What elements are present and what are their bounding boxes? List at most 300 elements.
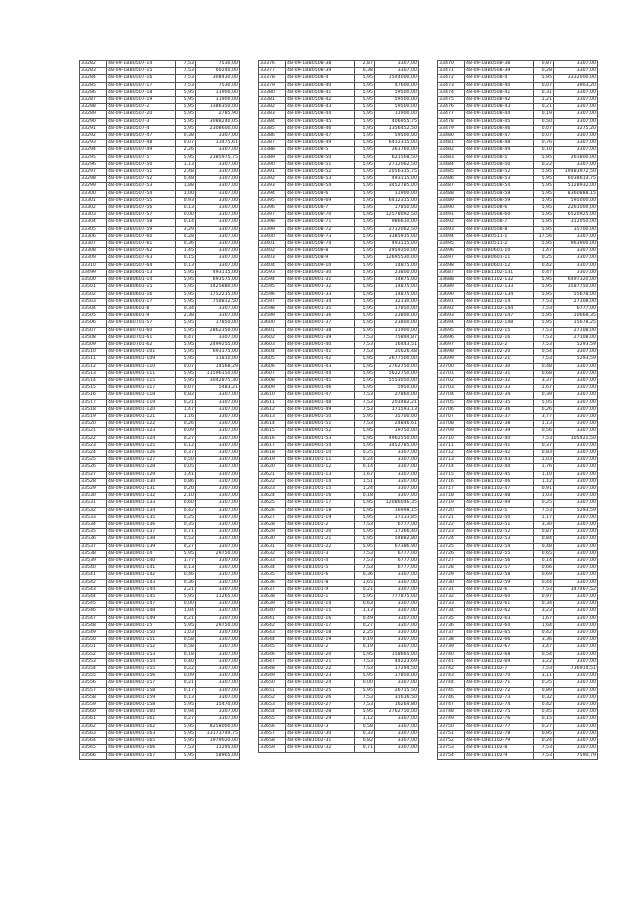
quantity-value: 0,27 [176, 435, 196, 442]
table-row [80, 269, 240, 276]
quantity-value: 0,14 [534, 558, 554, 565]
quantity-value: 7,53 [355, 421, 375, 428]
table-row [438, 392, 598, 399]
item-reference: 48-09-1BB0901-147 [107, 601, 176, 608]
item-reference: 48-09-1BB0901-33 [286, 291, 355, 298]
row-number: 33525 [80, 457, 107, 464]
item-reference: 48-09-1BB0901-123 [107, 428, 176, 435]
item-reference: 48-09-1BB0507-54 [107, 190, 176, 197]
item-reference: 48-09-1BB0508-42 [465, 97, 534, 104]
table-row [259, 284, 419, 291]
row-number: 33378 [259, 75, 286, 82]
table-row [259, 406, 419, 413]
quantity-value: 7,53 [534, 666, 554, 673]
row-number: 33481 [438, 140, 465, 147]
quantity-value: 1,45 [176, 248, 196, 255]
row-number: 33705 [438, 399, 465, 406]
quantity-value: 5,95 [176, 550, 196, 557]
row-number: 33517 [80, 399, 107, 406]
item-reference: 48-09-1BB1102-79 [465, 738, 534, 745]
item-reference: 48-09-1BB0508-54 [465, 183, 534, 190]
item-reference: 48-09-1BB0507-62 [107, 248, 176, 255]
item-reference: 48-09-1BB1001-5 [286, 565, 355, 572]
quantity-value: 0,87 [534, 61, 554, 68]
row-number: 33385 [259, 125, 286, 132]
quantity-value: 5,95 [355, 125, 375, 132]
quantity-value: 7,53 [176, 75, 196, 82]
quantity-value: 0,49 [355, 615, 375, 622]
amount-value: 3307,00 [196, 565, 240, 572]
row-number: 33648 [259, 666, 286, 673]
item-reference: 48-09-1BB0901-122 [107, 421, 176, 428]
amount-value: 2785,90 [196, 111, 240, 118]
amount-value: 6412315,00 [375, 197, 419, 204]
amount-value: 3307,00 [554, 349, 598, 356]
table-row [259, 435, 419, 442]
table-row [438, 630, 598, 637]
row-number: 33595 [259, 284, 286, 291]
row-number: 33546 [80, 608, 107, 615]
quantity-value: 7,53 [355, 702, 375, 709]
quantity-value: 7,53 [534, 305, 554, 312]
table-row [259, 522, 419, 529]
row-number: 33538 [80, 550, 107, 557]
item-reference: 48-09-1BB0901-137 [107, 529, 176, 536]
row-number: 33629 [259, 529, 286, 536]
row-number: 33307 [80, 241, 107, 248]
item-reference: 48-09-1BB0508-38 [286, 61, 355, 68]
quantity-value: 2,87 [355, 61, 375, 68]
row-number: 33473 [438, 82, 465, 89]
item-reference: 48-09-1BB0901-142 [107, 572, 176, 579]
quantity-value: 0,42 [176, 507, 196, 514]
row-number: 33504 [80, 305, 107, 312]
quantity-value: 17,56 [534, 233, 554, 240]
amount-value: 12086046,35 [375, 500, 419, 507]
amount-value: 11900,00 [375, 190, 419, 197]
item-reference: 48-09-1BB0901-138 [107, 536, 176, 543]
row-number: 33618 [259, 449, 286, 456]
amount-value: 5128932,00 [554, 183, 598, 190]
table-row [259, 529, 419, 536]
quantity-value: 5,95 [534, 277, 554, 284]
table-row [438, 594, 598, 601]
row-number: 33632 [259, 550, 286, 557]
quantity-value: 5,95 [355, 183, 375, 190]
table-row [80, 111, 240, 118]
item-reference: 48-09-1BB0508-50 [465, 161, 534, 168]
amount-value: 11900,00 [196, 89, 240, 96]
table-row [438, 615, 598, 622]
amount-value: 60240,00 [196, 68, 240, 75]
item-reference: 48-09-1BB1002-23 [286, 673, 355, 680]
table-row [438, 694, 598, 701]
item-reference: 48-09-1BB1001-18 [286, 507, 355, 514]
amount-value: 3307,00 [196, 615, 240, 622]
row-number: 33291 [80, 125, 107, 132]
table-row [259, 176, 419, 183]
amount-value: 16443,51 [375, 341, 419, 348]
row-number: 33655 [259, 716, 286, 723]
row-number: 33490 [438, 205, 465, 212]
table-row [80, 572, 240, 579]
item-reference: 48-09-1BB1102-8 [465, 745, 534, 752]
item-reference: 48-09-1BB1102-47 [465, 485, 534, 492]
item-reference: 48-09-1BB0901-45 [286, 377, 355, 384]
quantity-value: 0,44 [534, 579, 554, 586]
row-number: 33540 [80, 565, 107, 572]
table-row [80, 212, 240, 219]
quantity-value: 5,95 [534, 291, 554, 298]
item-reference: 48-09-1BB1102-16 [465, 334, 534, 341]
quantity-value: 3,22 [534, 658, 554, 665]
item-reference: 48-09-1BB1001-13 [286, 471, 355, 478]
item-reference: 48-09-1BB1001-9 [286, 586, 355, 593]
item-reference: 48-09-1BB0901-150 [107, 630, 176, 637]
amount-value: 2308600,00 [196, 125, 240, 132]
quantity-value: 0,58 [176, 644, 196, 651]
table-row [259, 622, 419, 629]
amount-value: 58905,00 [196, 752, 240, 759]
quantity-value: 5,95 [355, 284, 375, 291]
row-number: 33722 [438, 522, 465, 529]
row-number: 33715 [438, 471, 465, 478]
amount-value: 3307,00 [196, 558, 240, 565]
table-row [438, 608, 598, 615]
item-reference: 48-09-1BB1102-77 [465, 723, 534, 730]
table-row [259, 723, 419, 730]
amount-value: 3307,00 [196, 255, 240, 262]
amount-value: 3307,00 [196, 608, 240, 615]
amount-value: 3307,00 [196, 197, 240, 204]
quantity-value: 0,69 [534, 572, 554, 579]
amount-value: 621568,50 [375, 154, 419, 161]
quantity-value: 0,21 [176, 680, 196, 687]
amount-value: 1979020,00 [196, 738, 240, 745]
row-number: 33289 [80, 111, 107, 118]
quantity-value: 0,24 [534, 738, 554, 745]
row-number: 33744 [438, 680, 465, 687]
item-reference: 48-09-1BB0507-53 [107, 183, 176, 190]
row-number: 33732 [438, 594, 465, 601]
row-number: 33725 [438, 543, 465, 550]
table-row [438, 586, 598, 593]
quantity-value: 5,95 [176, 269, 196, 276]
amount-value: 3307,00 [375, 630, 419, 637]
row-number: 33310 [80, 262, 107, 269]
row-number: 33703 [438, 385, 465, 392]
item-reference: 48-09-1BB1001-15 [286, 485, 355, 492]
item-reference: 48-09-1BB1002-17 [286, 622, 355, 629]
item-reference: 48-09-1BB1002-22 [286, 666, 355, 673]
amount-value: 7530,00 [196, 82, 240, 89]
item-reference: 48-09-1BB1002-24 [286, 680, 355, 687]
amount-value: 3307,00 [196, 601, 240, 608]
item-reference: 48-09-1BB0901-111 [107, 370, 176, 377]
item-reference: 48-09-1BB0901-151 [107, 637, 176, 644]
quantity-value: 5,95 [355, 262, 375, 269]
table-row [259, 586, 419, 593]
row-number: 33296 [80, 161, 107, 168]
row-number: 33285 [80, 82, 107, 89]
quantity-value: 5,95 [355, 97, 375, 104]
item-reference: 48-09-1BB0508-7 [286, 205, 355, 212]
row-number: 33304 [80, 219, 107, 226]
table-row [259, 615, 419, 622]
item-reference: 48-09-1BB1002-1 [286, 594, 355, 601]
row-number: 33401 [259, 241, 286, 248]
row-number: 33287 [80, 97, 107, 104]
amount-value: 3307,00 [196, 529, 240, 536]
row-number: 33720 [438, 507, 465, 514]
quantity-value: 0,94 [176, 709, 196, 716]
quantity-value: 5,95 [355, 320, 375, 327]
amount-value: 4962550,00 [375, 435, 419, 442]
row-number: 33628 [259, 522, 286, 529]
row-number: 33508 [80, 334, 107, 341]
item-reference: 48-09-1BB0507-47 [107, 133, 176, 140]
item-reference: 48-09-1BB1102-15 [465, 327, 534, 334]
item-reference: 48-09-1BB0508-51 [286, 161, 355, 168]
quantity-value: 7,53 [534, 334, 554, 341]
quantity-value: 7,53 [355, 565, 375, 572]
amount-value: 19750,00 [375, 428, 419, 435]
quantity-value: 5,95 [534, 169, 554, 176]
amount-value: 27860,00 [375, 392, 419, 399]
amount-value: 3307,00 [554, 723, 598, 730]
item-reference: 48-09-1BB1001-4 [286, 558, 355, 565]
row-number: 33689 [438, 284, 465, 291]
table-row [259, 147, 419, 154]
amount-value: 3307,00 [196, 205, 240, 212]
quantity-value: 1,24 [355, 485, 375, 492]
amount-value: 3307,00 [196, 687, 240, 694]
table-row [259, 507, 419, 514]
table-row [80, 133, 240, 140]
item-reference: 48-09-1BB0901-143 [107, 579, 176, 586]
row-number: 33687 [438, 269, 465, 276]
quantity-value: 5,95 [355, 219, 375, 226]
quantity-value: 1,47 [176, 406, 196, 413]
row-number: 33520 [80, 421, 107, 428]
item-reference: 48-09-1BB0901-52 [286, 428, 355, 435]
quantity-value: 5,95 [355, 111, 375, 118]
row-number: 33380 [259, 89, 286, 96]
quantity-value: 0,19 [534, 111, 554, 118]
table-row [80, 291, 240, 298]
item-reference: 48-09-1BB0901-129 [107, 471, 176, 478]
row-number: 33561 [80, 716, 107, 723]
amount-value: 3307,00 [196, 493, 240, 500]
quantity-value: 1,67 [534, 615, 554, 622]
amount-value: 3332000,00 [554, 75, 598, 82]
quantity-value: 5,95 [176, 284, 196, 291]
amount-value: 17850,00 [196, 320, 240, 327]
item-reference: 48-09-1BB0508-58 [465, 190, 534, 197]
table-row [80, 298, 240, 305]
row-number: 33627 [259, 514, 286, 521]
table-row [80, 363, 240, 370]
row-number: 33502 [80, 291, 107, 298]
quantity-value: 0,07 [534, 82, 554, 89]
table-row [259, 478, 419, 485]
item-reference: 48-09-1BB0901-141 [107, 565, 176, 572]
quantity-value: 0,47 [176, 334, 196, 341]
quantity-value: 0,58 [355, 723, 375, 730]
amount-value: 5293,59 [554, 507, 598, 514]
row-number: 33713 [438, 457, 465, 464]
row-number: 33597 [259, 298, 286, 305]
table-row [259, 75, 419, 82]
item-reference: 48-09-1BB0508-4 [465, 75, 534, 82]
item-reference: 48-09-1BB0507-14 [107, 61, 176, 68]
quantity-value: 1,12 [355, 716, 375, 723]
table-row [259, 565, 419, 572]
quantity-value: 5,95 [176, 97, 196, 104]
quantity-value: 3,77 [534, 413, 554, 420]
amount-value: 312050,00 [554, 219, 598, 226]
quantity-value: 1,67 [534, 385, 554, 392]
row-number: 33743 [438, 673, 465, 680]
amount-value: 3307,00 [554, 89, 598, 96]
table-row [259, 500, 419, 507]
table-row [259, 421, 419, 428]
item-reference: 48-09-1BB0508-44 [286, 111, 355, 118]
table-row [80, 356, 240, 363]
item-reference: 48-09-1BB0507-17 [107, 82, 176, 89]
table-row [259, 248, 419, 255]
table-row [80, 485, 240, 492]
table-row [438, 522, 598, 529]
item-reference: 48-09-1BB0601-10 [465, 248, 534, 255]
amount-value: 6038613,75 [554, 176, 598, 183]
quantity-value: 0,54 [534, 651, 554, 658]
quantity-value: 7,53 [534, 341, 554, 348]
quantity-value: 0,26 [176, 421, 196, 428]
table-row [259, 449, 419, 456]
quantity-value: 0,34 [534, 601, 554, 608]
table-row [80, 601, 240, 608]
row-number: 33723 [438, 529, 465, 536]
amount-value: 3307,00 [196, 651, 240, 658]
table-row [438, 745, 598, 752]
amount-value: 2677500,00 [375, 356, 419, 363]
row-number: 33509 [80, 341, 107, 348]
row-number: 33479 [438, 125, 465, 132]
row-number: 33379 [259, 82, 286, 89]
item-reference: 48-09-1BB1002-15 [286, 608, 355, 615]
quantity-value: 5,95 [355, 413, 375, 420]
amount-value: 2499255,00 [196, 341, 240, 348]
item-reference: 48-09-1BB1102-35 [465, 399, 534, 406]
quantity-value: 0,07 [176, 363, 196, 370]
item-reference: 48-09-1BB1002-19 [286, 637, 355, 644]
table-row [438, 305, 598, 312]
table-row [438, 406, 598, 413]
item-reference: 48-09-1BB0901-101 [107, 349, 176, 356]
quantity-value: 0,27 [355, 622, 375, 629]
amount-value: 6777,00 [375, 565, 419, 572]
item-reference: 48-09-1BB0507-51 [107, 169, 176, 176]
table-row [438, 478, 598, 485]
row-number: 33728 [438, 565, 465, 572]
table-row [438, 493, 598, 500]
amount-value: 308430,00 [196, 75, 240, 82]
amount-value: 11265,00 [196, 594, 240, 601]
table-row [259, 219, 419, 226]
table-row [80, 327, 240, 334]
table-row [80, 500, 240, 507]
row-number: 33541 [80, 572, 107, 579]
row-number: 33501 [80, 284, 107, 291]
quantity-value: 5,95 [355, 104, 375, 111]
item-reference: 48-09-1BB0508-44 [465, 111, 534, 118]
quantity-value: 5,95 [176, 341, 196, 348]
row-number: 33387 [259, 140, 286, 147]
row-number: 33738 [438, 637, 465, 644]
row-number: 33283 [80, 68, 107, 75]
amount-value: 32130,00 [375, 298, 419, 305]
amount-value: 3307,00 [554, 363, 598, 370]
table-row [438, 284, 598, 291]
item-reference: 48-09-1BB0507-19 [107, 97, 176, 104]
row-number: 33303 [80, 212, 107, 219]
row-number: 33731 [438, 586, 465, 593]
row-number: 33634 [259, 565, 286, 572]
amount-value: 75894,87 [375, 334, 419, 341]
table-row [438, 666, 598, 673]
row-number: 33650 [259, 680, 286, 687]
item-reference: 48-09-1BB0901-44 [286, 370, 355, 377]
item-reference: 48-09-1BB1102-61 [465, 601, 534, 608]
amount-value: 3307,00 [554, 579, 598, 586]
row-number: 33512 [80, 363, 107, 370]
item-reference: 48-09-1BB0508-40 [286, 82, 355, 89]
quantity-value: 2,48 [176, 169, 196, 176]
amount-value: 3307,00 [196, 334, 240, 341]
ledger-table-middle [258, 60, 419, 753]
amount-value: 3307,00 [554, 133, 598, 140]
table-row [259, 651, 419, 658]
amount-value: 3307,00 [554, 529, 598, 536]
table-row [80, 615, 240, 622]
quantity-value: 0,21 [355, 586, 375, 593]
table-row [259, 133, 419, 140]
row-number: 33516 [80, 392, 107, 399]
quantity-value: 5,95 [534, 183, 554, 190]
amount-value: 693175,00 [196, 349, 240, 356]
row-number: 33500 [80, 277, 107, 284]
amount-value: 777875,00 [375, 594, 419, 601]
table-row [438, 421, 598, 428]
item-reference: 48-09-1BB0601-9 [107, 313, 176, 320]
quantity-value: 0,14 [176, 219, 196, 226]
amount-value: 8360888,15 [554, 190, 598, 197]
quantity-value: 1,41 [176, 471, 196, 478]
amount-value: 54882,80 [375, 536, 419, 543]
item-reference: 48-09-1BB0901-115 [107, 377, 176, 384]
amount-value: 261800,00 [554, 154, 598, 161]
row-number: 33537 [80, 543, 107, 550]
row-number: 33386 [259, 133, 286, 140]
row-number: 33749 [438, 716, 465, 723]
quantity-value: 5,95 [355, 197, 375, 204]
quantity-value: 1,51 [355, 478, 375, 485]
amount-value: 3307,00 [196, 241, 240, 248]
table-row [259, 630, 419, 637]
row-number: 33555 [80, 673, 107, 680]
item-reference: 48-09-1BB0507-20 [107, 111, 176, 118]
